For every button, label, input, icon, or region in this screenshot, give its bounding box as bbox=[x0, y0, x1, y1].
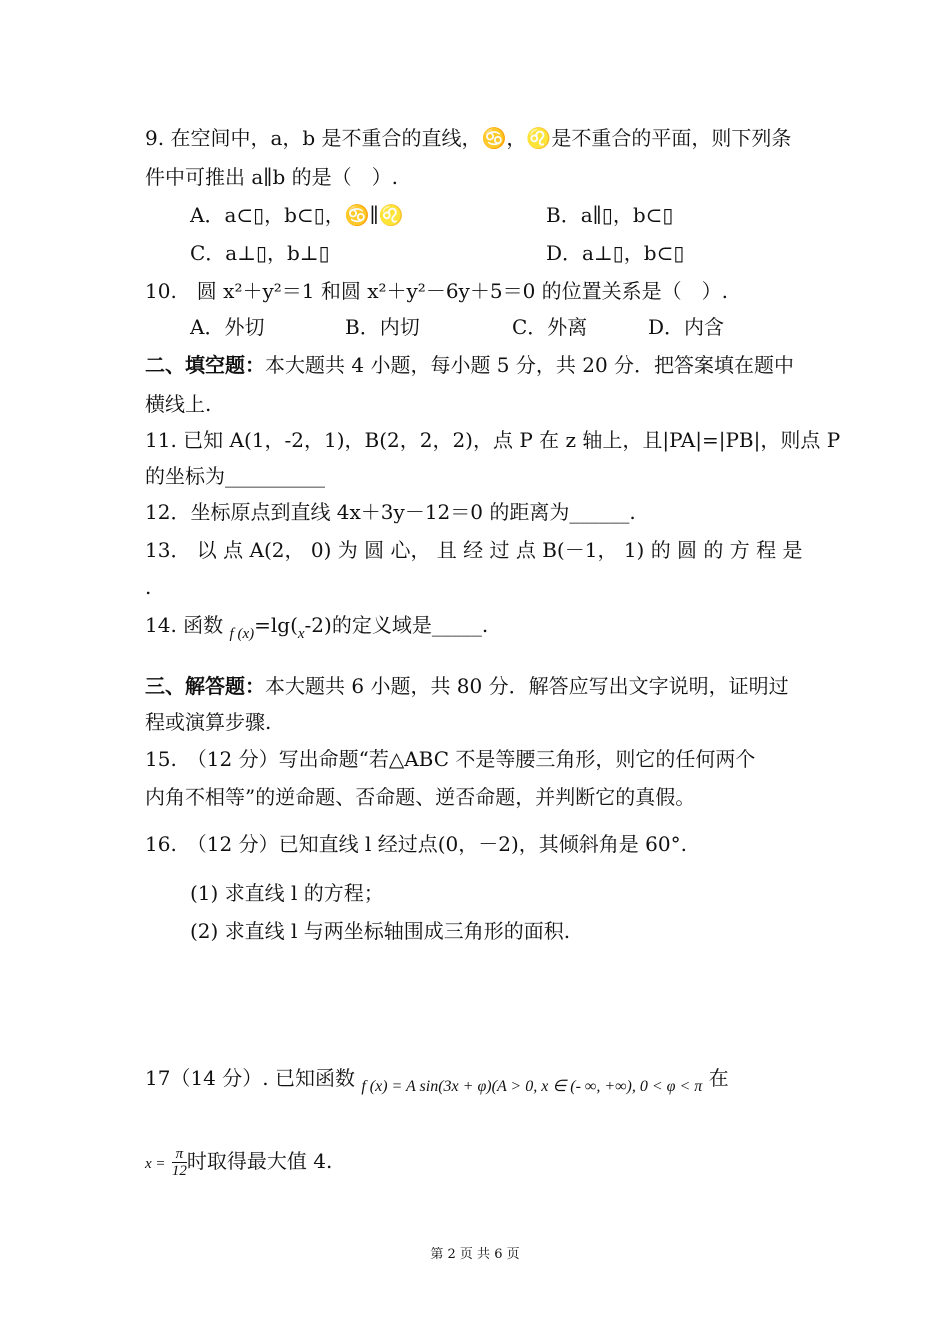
section2-line2: 横线上. bbox=[145, 392, 212, 416]
q17-formula: f (x) = A sin(3x + φ)(A > 0, x ∈ (- ∞, +∞), 0 < φ < π bbox=[361, 1078, 703, 1095]
q9-option-c: C．a⊥▯，b⊥▯ bbox=[190, 241, 330, 265]
q14-mid: =lg( bbox=[254, 613, 298, 637]
q10-line1: 10. 圆 x²＋y²＝1 和圆 x²＋y²－6y＋5＝0 的位置关系是（ ）. bbox=[145, 279, 729, 303]
q10-option-d: D．内含 bbox=[648, 315, 725, 339]
q16-part2: (2) 求直线 l 与两坐标轴围成三角形的面积. bbox=[190, 919, 571, 943]
q17-fraction-numerator: π bbox=[172, 1146, 187, 1163]
q17-fraction-denominator: 12 bbox=[171, 1163, 187, 1179]
section3-heading: 三、解答题： bbox=[145, 674, 265, 698]
q10-option-b: B．内切 bbox=[345, 315, 420, 339]
q11-line1: 11. 已知 A(1，-2，1)，B(2，2，2)，点 P 在 z 轴上，且|PA|=|PB|，则点 P bbox=[145, 428, 841, 452]
q14-prefix: 14. 函数 bbox=[145, 613, 224, 637]
q9-line2: 件中可推出 a∥b 的是（ ）. bbox=[145, 165, 399, 189]
q9-line1: 9. 在空间中，a，b 是不重合的直线，♋，♌是不重合的平面，则下列条 bbox=[145, 126, 792, 150]
q9-option-d: D．a⊥▯，b⊂▯ bbox=[546, 241, 685, 265]
section2-heading: 二、填空题： bbox=[145, 353, 265, 377]
q12-line1: 12．坐标原点到直线 4x＋3y－12＝0 的距离为______. bbox=[145, 500, 636, 524]
q16-part1: (1) 求直线 l 的方程； bbox=[190, 881, 384, 905]
q9-option-b: B．a∥▯，b⊂▯ bbox=[546, 203, 674, 227]
q17-line2 bbox=[145, 1146, 332, 1179]
q13-line1: 13． 以 点 A(2， 0) 为 圆 心， 且 经 过 点 B(－1， 1) 的 圆 的 方 程 是 bbox=[145, 538, 803, 562]
q15-line2: 内角不相等”的逆命题、否命题、逆否命题，并判断它的真假。 bbox=[145, 785, 696, 809]
section3-line1 bbox=[145, 672, 789, 700]
q14-suffix: -2)的定义域是_____. bbox=[304, 613, 489, 637]
q10-option-c: C．外离 bbox=[512, 315, 588, 339]
section2-text1: 本大题共 4 小题，每小题 5 分，共 20 分．把答案填在题中 bbox=[265, 353, 795, 377]
q14-fx: f (x) bbox=[229, 626, 255, 642]
q17-suffix: 在 bbox=[708, 1066, 729, 1090]
q17-x-eq: x = bbox=[145, 1156, 166, 1172]
q17-line2-suffix: 时取得最大值 4. bbox=[186, 1149, 333, 1173]
q17-fraction bbox=[172, 1146, 187, 1179]
q10-option-a: A．外切 bbox=[190, 315, 265, 339]
section3-text1: 本大题共 6 小题，共 80 分．解答应写出文字说明，证明过 bbox=[265, 674, 789, 698]
section2-line1 bbox=[145, 351, 794, 379]
q17-prefix: 17（14 分）. 已知函数 bbox=[145, 1066, 355, 1090]
q14-line bbox=[145, 611, 488, 642]
q17-line1 bbox=[145, 1064, 729, 1095]
q16-line1: 16. （12 分）已知直线 l 经过点(0，－2)，其倾斜角是 60°. bbox=[145, 832, 687, 856]
q15-line1: 15. （12 分）写出命题“若△ABC 不是等腰三角形，则它的任何两个 bbox=[145, 747, 756, 771]
section3-line2: 程或演算步骤. bbox=[145, 710, 272, 734]
q14-x: x bbox=[297, 626, 305, 642]
page-footer: 第 2 页 共 6 页 bbox=[430, 1247, 520, 1262]
q9-option-a: A．a⊂▯，b⊂▯，♋∥♌ bbox=[190, 203, 404, 227]
q13-line2: . bbox=[145, 575, 152, 599]
q11-line2: 的坐标为__________ bbox=[145, 464, 325, 488]
